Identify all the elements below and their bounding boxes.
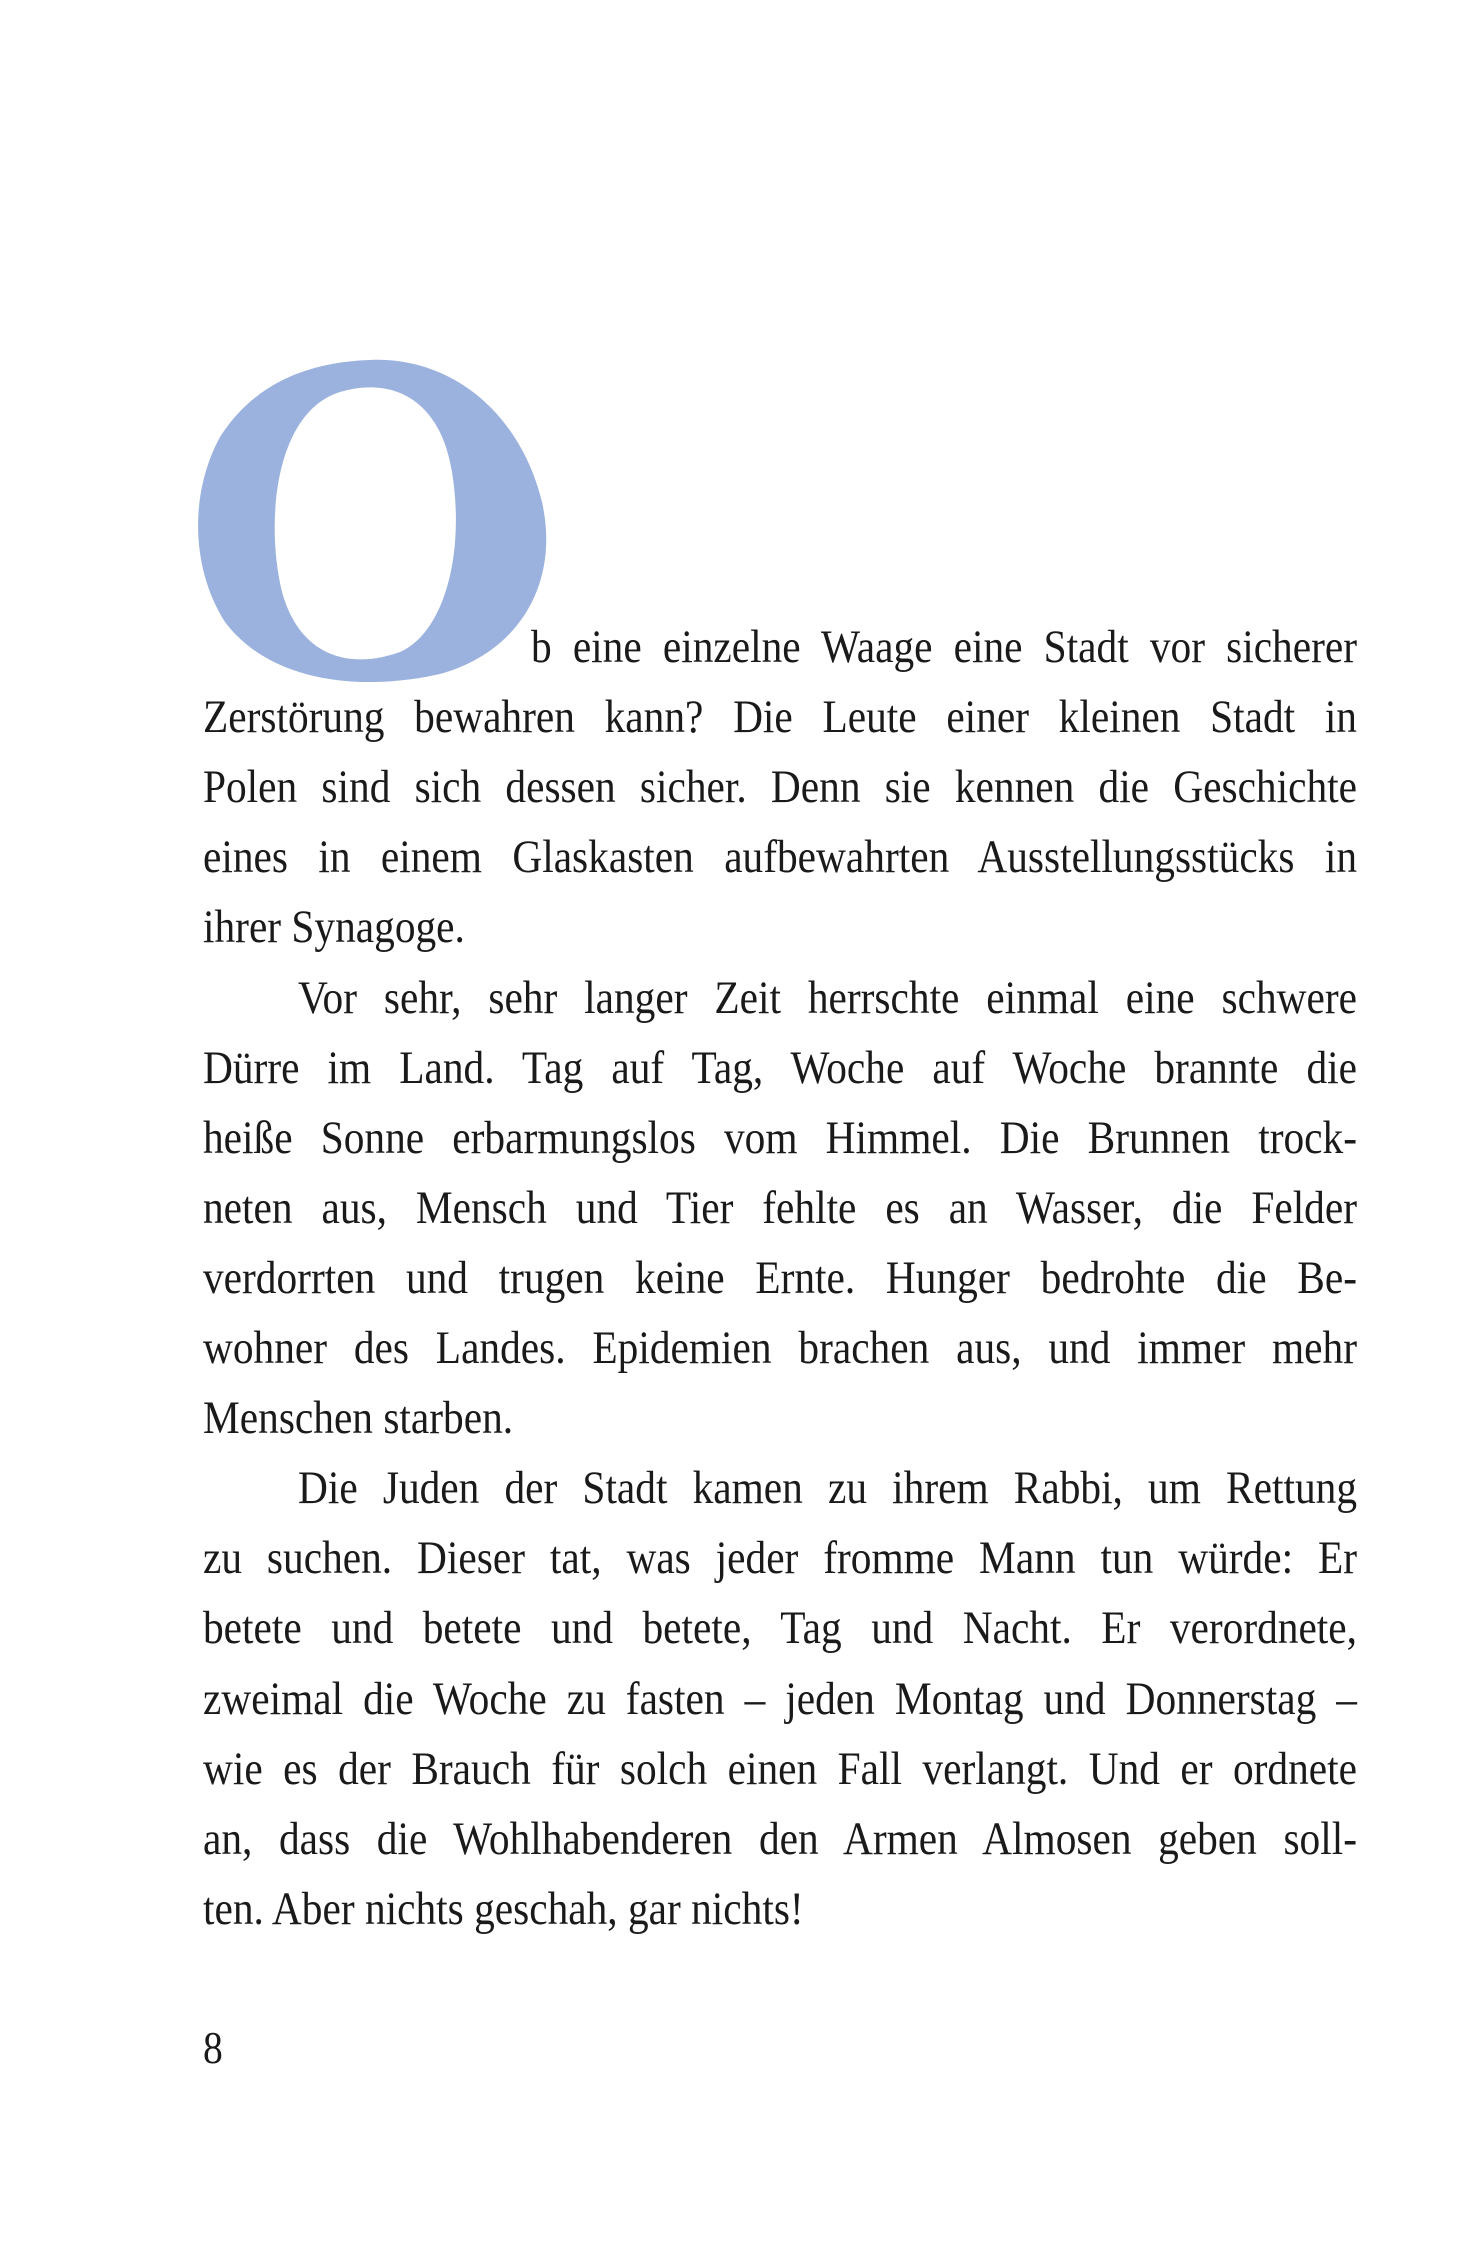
text-line: Dürre im Land. Tag auf Tag, Woche auf Woche brannte die — [203, 1041, 1357, 1094]
page-number: 8 — [203, 2023, 223, 2073]
text-line: zu suchen. Dieser tat, was jeder fromme Mann tun würde: Er — [203, 1532, 1357, 1585]
drop-cap-letter — [198, 360, 546, 682]
text-line: Menschen starben. — [203, 1392, 514, 1445]
text-line: Zerstörung bewahren kann? Die Leute einer kleinen Stadt in — [203, 691, 1357, 744]
text-line: neten aus, Mensch und Tier fehlte es an Wasser, die Felder — [203, 1181, 1357, 1234]
text-line: wohner des Landes. Epidemien brachen aus, und immer mehr — [203, 1322, 1357, 1374]
text-line: betete und betete und betete, Tag und Nacht. Er verordnete, — [203, 1602, 1357, 1655]
text-line: ihrer Synagoge. — [203, 901, 465, 954]
text-line: heiße Sonne erbarmungslos vom Himmel. Die Brunnen trock- — [203, 1111, 1357, 1164]
text-line: wie es der Brauch für solch einen Fall verlangt. Und er ordnete — [203, 1742, 1357, 1795]
text-line: verdorrten und trugen keine Ernte. Hunger bedrohte die Be- — [203, 1251, 1357, 1304]
text-line: Polen sind sich dessen sicher. Denn sie kennen die Geschichte — [203, 761, 1357, 814]
text-line: Die Juden der Stadt kamen zu ihrem Rabbi, um Rettung — [298, 1462, 1357, 1515]
text-line: Vor sehr, sehr langer Zeit herrschte einmal eine schwere — [298, 971, 1357, 1024]
text-line: eines in einem Glaskasten aufbewahrten Ausstellungsstücks in — [203, 831, 1357, 884]
drop-cap-o — [190, 352, 560, 692]
text-line: b eine einzelne Waage eine Stadt vor sicherer — [531, 621, 1357, 673]
text-line: ten. Aber nichts geschah, gar nichts! — [203, 1882, 804, 1935]
text-line: an, dass die Wohlhabenderen den Armen Almosen geben soll- — [203, 1812, 1357, 1865]
text-line: zweimal die Woche zu fasten – jeden Montag und Donnerstag – — [203, 1672, 1357, 1725]
